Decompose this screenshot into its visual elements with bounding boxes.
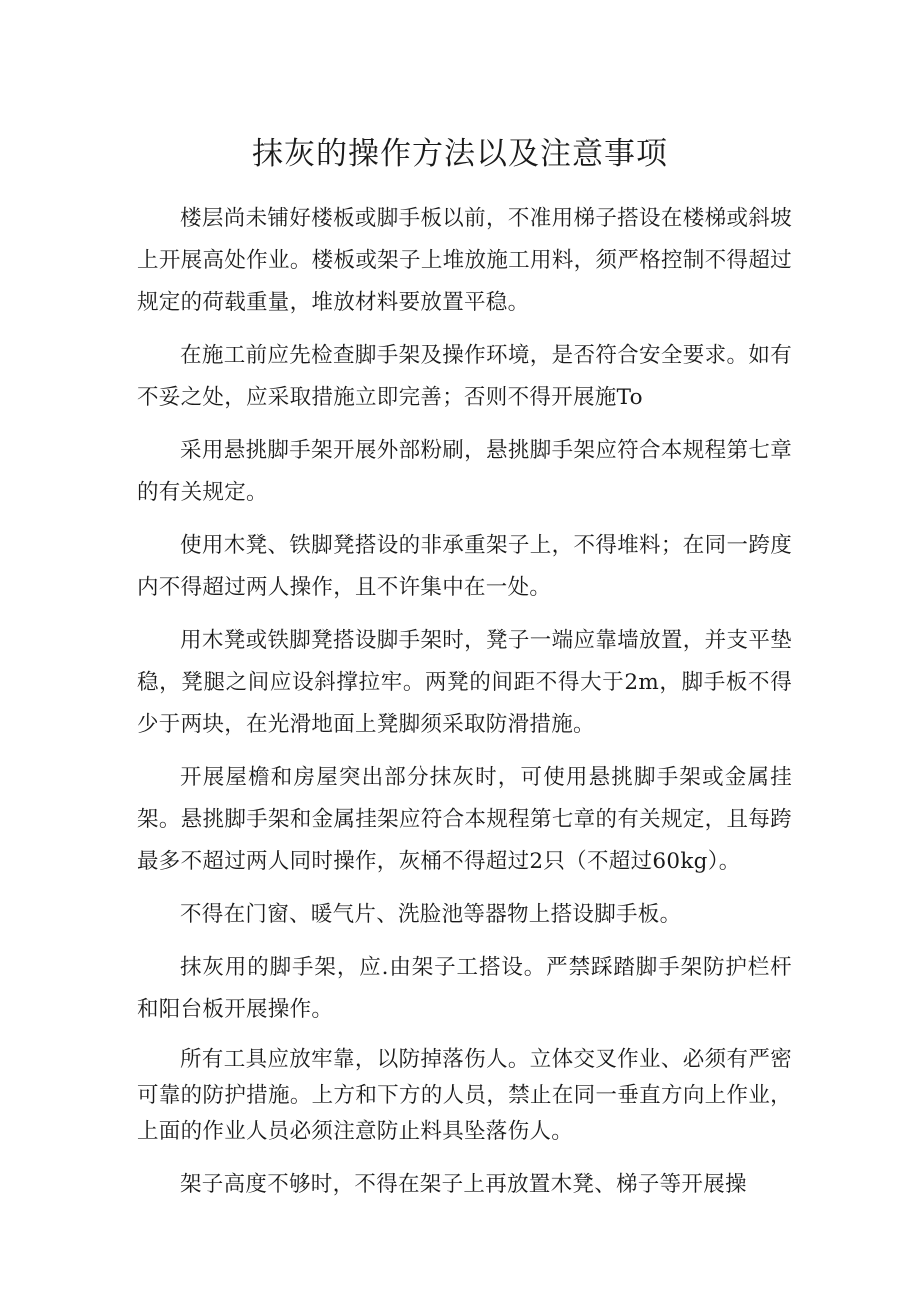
paragraph-tools-safety: 所有工具应放牢靠，以防掉落伤人。立体交叉作业、必须有严密可靠的防护措施。上方和下方的人员，禁止在同一垂直方向上作业，上面的作业人员必须注意防止料具坠落伤人。 xyxy=(137,1047,792,1144)
document-title: 抹灰的操作方法以及注意事项 xyxy=(252,136,668,172)
paragraph-stool-setup: 用木凳或铁脚凳搭设脚手架时，凳子一端应靠墙放置，并支平垫稳，凳腿之间应设斜撑拉牢。两凳的间距不得大于2m，脚手板不得少于两块，在光滑地面上凳脚须采取防滑措施。 xyxy=(137,628,792,737)
document-body xyxy=(137,198,792,1217)
paragraph-height-insufficient: 架子高度不够时，不得在架子上再放置木凳、梯子等开展操 xyxy=(180,1172,747,1197)
paragraph-cantilever-scaffold: 采用悬挑脚手架开展外部粉刷，悬挑脚手架应符合本规程第七章的有关规定。 xyxy=(137,438,792,505)
paragraph-no-fixtures: 不得在门窗、暖气片、洗脸池等器物上搭设脚手板。 xyxy=(180,902,682,927)
paragraph-floor-scaffold: 楼层尚未铺好楼板或脚手板以前，不准用梯子搭设在楼梯或斜坡上开展高处作业。楼板或架子上堆放施工用料，须严格控制不得超过规定的荷载重量，堆放材料要放置平稳。 xyxy=(137,206,792,315)
paragraph-eaves-plastering: 开展屋檐和房屋突出部分抹灰时，可使用悬挑脚手架或金属挂架。悬挑脚手架和金属挂架应符合本规程第七章的有关规定，且每跨最多不超过两人同时操作，灰桶不得超过2只（不超过60kg）。 xyxy=(137,765,792,874)
paragraph-pre-check: 在施工前应先检查脚手架及操作环境，是否符合安全要求。如有不妥之处，应采取措施立即完善；否则不得开展施To xyxy=(137,343,792,410)
paragraph-scaffold-erection: 抹灰用的脚手架，应.由架子工搭设。严禁踩踏脚手架防护栏杆和阳台板开展操作。 xyxy=(137,955,792,1022)
paragraph-stool-scaffold: 使用木凳、铁脚凳搭设的非承重架子上，不得堆料；在同一跨度内不得超过两人操作，且不许集中在一处。 xyxy=(137,533,792,600)
